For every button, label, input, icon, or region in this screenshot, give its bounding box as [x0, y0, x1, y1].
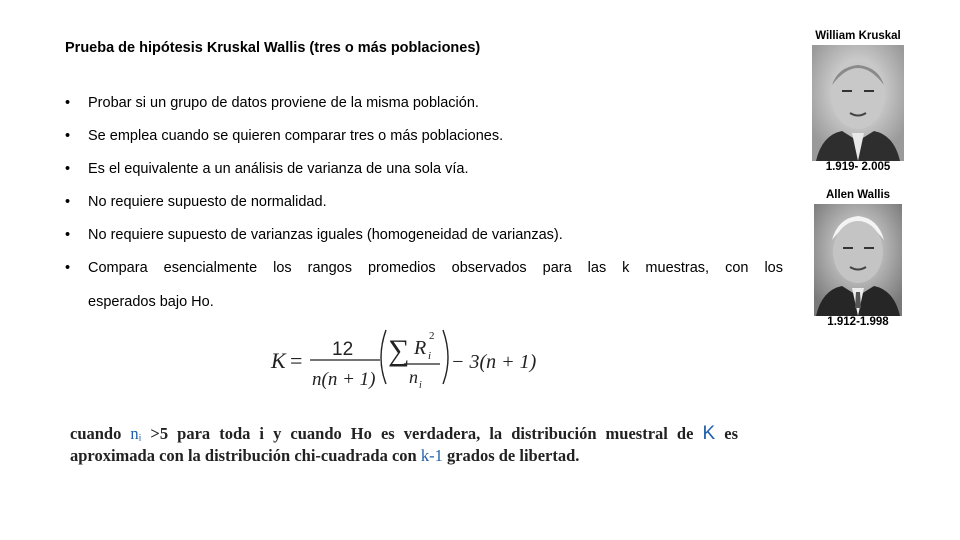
list-item: • Compara esencialmente los rangos promedios observados para las k muestras, con los esperados bajo Ho. — [65, 260, 783, 310]
r-term: R — [414, 337, 427, 359]
sum-symbol: ∑ — [388, 334, 410, 367]
list-item: • Probar si un grupo de datos proviene de la misma población. — [65, 95, 479, 111]
wallis-photo — [814, 204, 902, 316]
portrait-column — [806, 30, 910, 328]
list-item: • No requiere supuesto de varianzas iguales (homogeneidad de varianzas). — [65, 227, 563, 243]
portrait-name-kruskal: William Kruskal — [815, 30, 901, 42]
note-line-1: cuando nᵢ >5 para toda i y cuando Ho es verdadera, la distribución muestral de K es — [70, 423, 738, 444]
list-item: • Se emplea cuando se quieren comparar tres o más poblaciones. — [65, 128, 504, 144]
r-sup: 2 — [429, 330, 435, 342]
kruskal-wallis-formula — [268, 322, 538, 392]
list-item: • No requiere supuesto de normalidad. — [65, 194, 327, 210]
formula-equals: = — [290, 348, 303, 373]
formula-numerator: 12 — [332, 339, 354, 360]
formula-lhs: K — [271, 348, 286, 373]
portrait-name-wallis: Allen Wallis — [825, 189, 891, 201]
portrait-dates-wallis: 1.912-1.998 — [827, 316, 889, 328]
n-term: n — [409, 367, 418, 387]
left-paren — [381, 330, 386, 384]
bullet-list — [65, 94, 783, 326]
list-item: • Es el equivalente a un análisis de varianza de una sola vía. — [65, 161, 469, 177]
portrait-dates-kruskal: 1.919- 2.005 — [825, 161, 891, 173]
formula-svg — [268, 322, 538, 392]
note-line-2: aproximada con la distribución chi-cuadrada con k-1 grados de libertad. — [70, 446, 580, 465]
formula-denominator: n(n + 1) — [312, 369, 376, 390]
slide-title: Prueba de hipótesis Kruskal Wallis (tres o más poblaciones) — [65, 40, 481, 56]
n-sub: i — [419, 380, 422, 391]
right-paren — [443, 330, 448, 384]
approximation-note — [70, 423, 738, 467]
formula-tail: − 3(n + 1) — [451, 351, 537, 373]
kruskal-photo — [812, 45, 904, 161]
r-sub: i — [428, 350, 432, 362]
